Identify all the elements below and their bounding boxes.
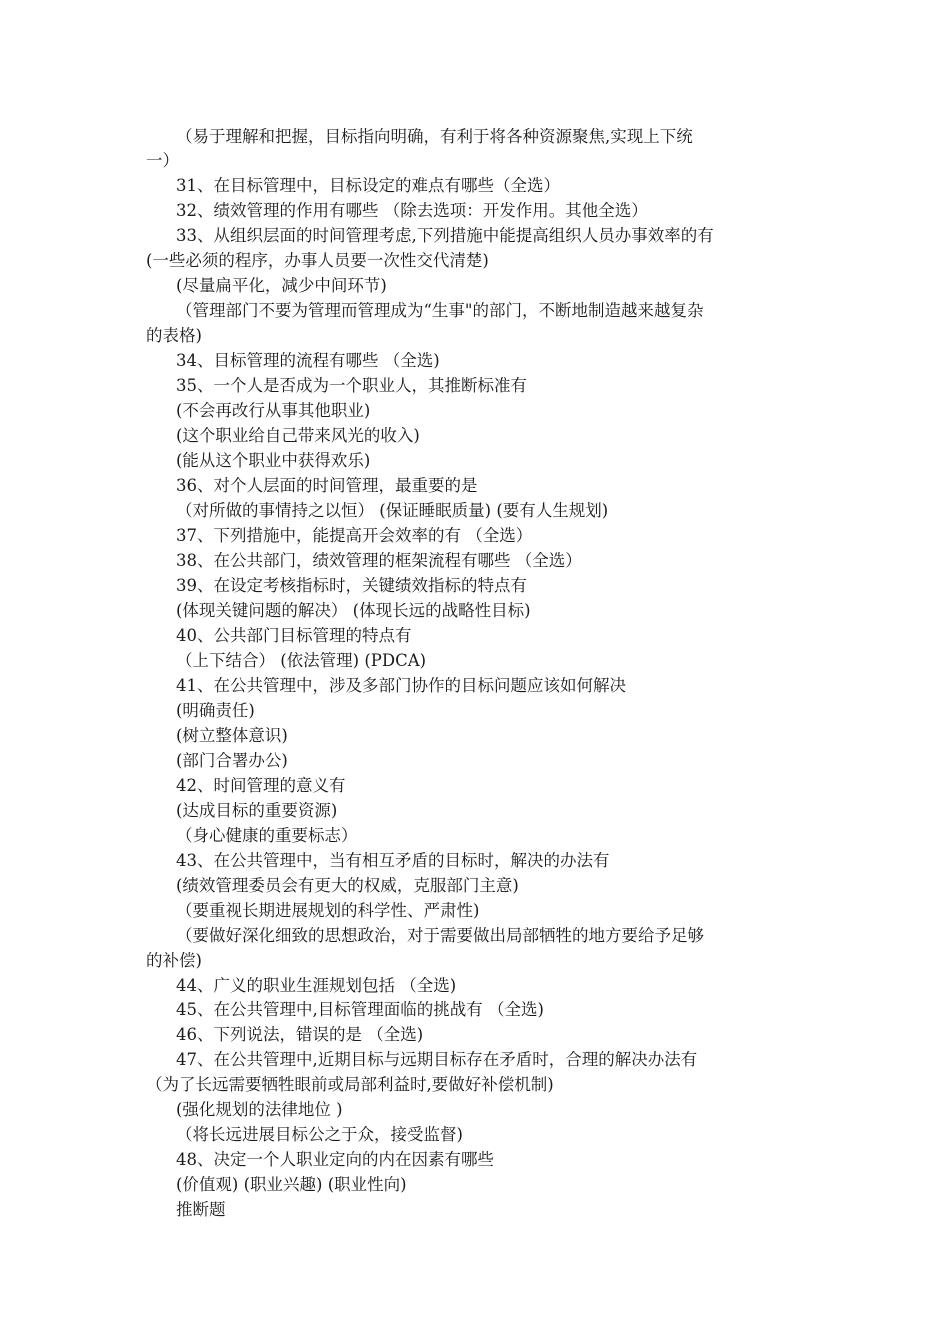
answer-line: （要重视长期进展规划的科学性、严肃性) xyxy=(176,901,480,920)
answer-line: (强化规划的法律地位 ) xyxy=(176,1100,343,1119)
answer-line: （对所做的事情持之以恒） (保证睡眠质量) (要有人生规划) xyxy=(176,501,609,520)
answer-line: (这个职业给自己带来风光的收入) xyxy=(176,426,420,445)
question-33: 33、从组织层面的时间管理考虑,下列措施中能提高组织人员办事效率的有 xyxy=(176,226,714,245)
question-40: 40、公共部门目标管理的特点有 xyxy=(176,626,412,645)
answer-line: (树立整体意识) xyxy=(176,726,288,745)
question-37: 37、下列措施中，能提高开会效率的有 （全选） xyxy=(176,526,533,545)
answer-line: （上下结合） (依法管理) (PDCA) xyxy=(176,651,427,670)
answer-line: 的补偿) xyxy=(146,951,202,970)
answer-line: (不会再改行从事其他职业) xyxy=(176,401,371,420)
answer-line: （要做好深化细致的思想政治，对于需要做出局部牺牲的地方要给予足够 xyxy=(176,926,704,945)
section-heading: 推断题 xyxy=(176,1200,226,1219)
question-38: 38、在公共部门，绩效管理的框架流程有哪些 （全选） xyxy=(176,551,582,570)
question-34: 34、目标管理的流程有哪些 （全选) xyxy=(176,351,440,370)
answer-line: 的表格) xyxy=(146,326,202,345)
question-48: 48、决定一个人职业定向的内在因素有哪些 xyxy=(176,1150,494,1169)
answer-line: （为了长远需要牺牲眼前或局部利益时,要做好补偿机制) xyxy=(146,1075,554,1094)
answer-line: (一些必须的程序，办事人员要一次性交代清楚) xyxy=(146,251,489,270)
answer-line: (尽量扁平化，减少中间环节) xyxy=(176,276,387,295)
question-42: 42、时间管理的意义有 xyxy=(176,776,346,795)
question-39: 39、在设定考核指标时，关键绩效指标的特点有 xyxy=(176,576,527,595)
question-35: 35、一个人是否成为一个职业人，其推断标准有 xyxy=(176,376,527,395)
question-43: 43、在公共管理中，当有相互矛盾的目标时，解决的办法有 xyxy=(176,851,610,870)
question-45: 45、在公共管理中,目标管理面临的挑战有 （全选) xyxy=(176,1000,544,1019)
question-41: 41、在公共管理中，涉及多部门协作的目标问题应该如何解决 xyxy=(176,676,626,695)
answer-line: (价值观) (职业兴趣) (职业性向) xyxy=(176,1175,407,1194)
text-line: （易于理解和把握，目标指向明确，有利于将各种资源聚焦,实现上下统 xyxy=(176,127,693,146)
question-46: 46、下列说法，错误的是 （全选) xyxy=(176,1025,424,1044)
answer-line: (绩效管理委员会有更大的权威，克服部门主意) xyxy=(176,876,519,895)
answer-line: (能从这个职业中获得欢乐) xyxy=(176,451,371,470)
answer-line: (达成目标的重要资源) xyxy=(176,801,338,820)
question-32: 32、绩效管理的作用有哪些 （除去选项：开发作用。其他全选） xyxy=(176,201,648,220)
text-line: 一） xyxy=(146,151,179,170)
answer-line: （身心健康的重要标志） xyxy=(176,826,358,845)
answer-line: (体现关键问题的解决） (体现长远的战略性目标) xyxy=(176,601,531,620)
question-47: 47、在公共管理中,近期目标与远期目标存在矛盾时，合理的解决办法有 xyxy=(176,1050,698,1069)
question-36: 36、对个人层面的时间管理，最重要的是 xyxy=(176,476,478,495)
answer-line: (部门合署办公) xyxy=(176,751,288,770)
question-31: 31、在目标管理中，目标设定的难点有哪些（全选） xyxy=(176,176,560,195)
answer-line: （将长远进展目标公之于众，接受监督) xyxy=(176,1125,463,1144)
answer-line: （管理部门不要为管理而管理成为“生事"的部门，不断地制造越来越复杂 xyxy=(176,301,704,320)
question-44: 44、广义的职业生涯规划包括 （全选) xyxy=(176,976,457,995)
answer-line: (明确责任) xyxy=(176,701,255,720)
